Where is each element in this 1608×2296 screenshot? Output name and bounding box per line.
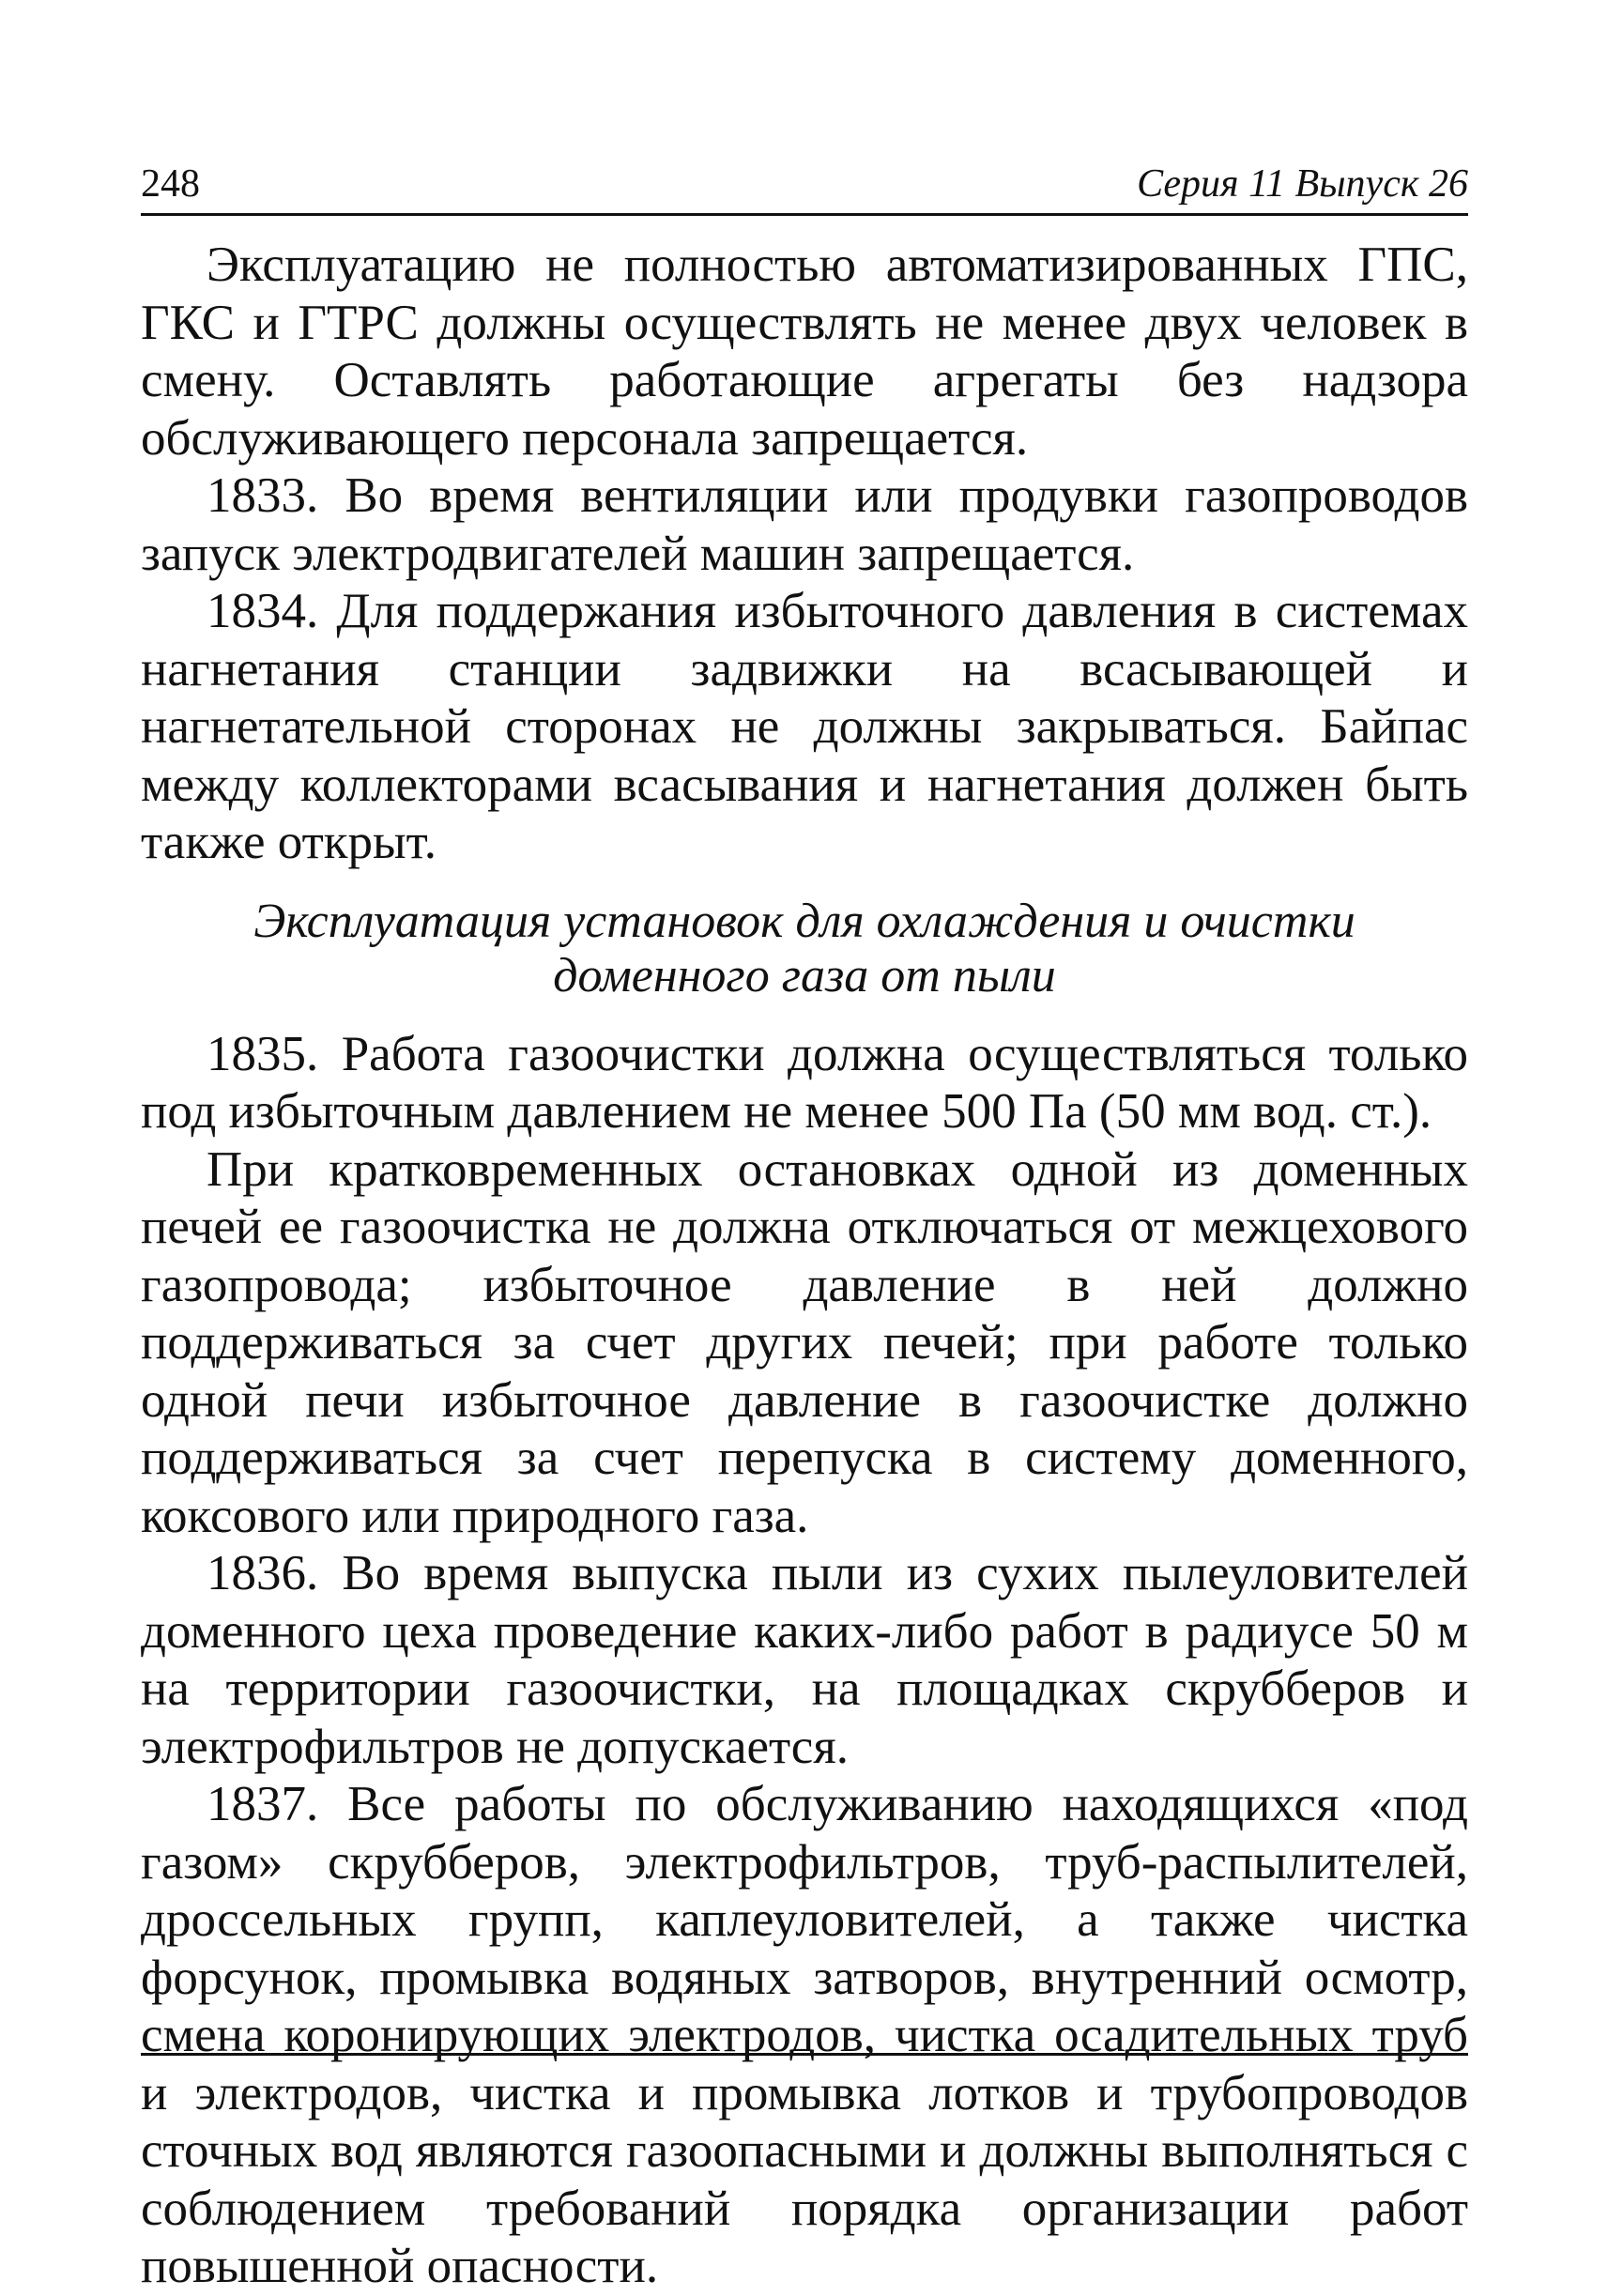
paragraph-1834: 1834. Для поддержания избыточного давления в системах нагнетания станции задвижки на всасывающей и нагнетательной сторонах не должны закрываться. Байпас между коллекторами всасывания и нагнетания должен быть также открыт.: [141, 584, 1468, 869]
paragraph-1835: 1835. Работа газоочистки должна осуществляться только под избыточным давлением не менее 500 Па (50 мм вод. ст.).: [141, 1026, 1468, 1139]
footer-divider: [141, 2053, 1468, 2056]
page-number: 248: [141, 162, 200, 206]
document-page: [141, 155, 1468, 2296]
paragraph-1836: 1836. Во время выпуска пыли из сухих пылеуловителей доменного цеха проведение каких-либо работ в радиусе 50 м на территории газоочистки, на площадках скрубберов и электрофильтров не допускается.: [141, 1546, 1468, 1774]
paragraph-1833: 1833. Во время вентиляции или продувки газопроводов запуск электродвигателей машин запрещается.: [141, 468, 1468, 581]
section-heading: Эксплуатация установок для охлаждения и очистки доменного газа от пыли: [253, 894, 1355, 1003]
paragraph-intro: Эксплуатацию не полностью автоматизированных ГПС, ГКС и ГТРС должны осуществлять не менее двух человек в смену. Оставлять работающие агрегаты без надзора обслуживающего персонала запрещается.: [141, 237, 1468, 466]
document-body: [141, 237, 1468, 2296]
paragraph-1837: 1837. Все работы по обслуживанию находящихся «под газом» скрубберов, электрофильтров, труб-распылителей, дроссельных групп, каплеуловителей, а также чистка форсунок, промывка водяных затворов, внутренний осмотр, смена коронирующих электродов, чистка осадительных труб и электродов, чистка и промывка лотков и трубопроводов сточных вод являются газоопасными и должны выполняться с соблюдением требований порядка организации работ повышенной опасности.: [141, 1777, 1468, 2293]
series-title: Серия 11 Выпуск 26: [1137, 162, 1468, 206]
page-header: [141, 155, 1468, 216]
paragraph-1835-continued: При кратковременных остановках одной из доменных печей ее газоочистка не должна отключаться от межцехового газопровода; избыточное давление в ней должно поддерживаться за счет других печей; при работе только одной печи избыточное давление в газоочистке должно поддерживаться за счет перепуска в систему доменного, коксового или природного газа.: [141, 1141, 1468, 1543]
